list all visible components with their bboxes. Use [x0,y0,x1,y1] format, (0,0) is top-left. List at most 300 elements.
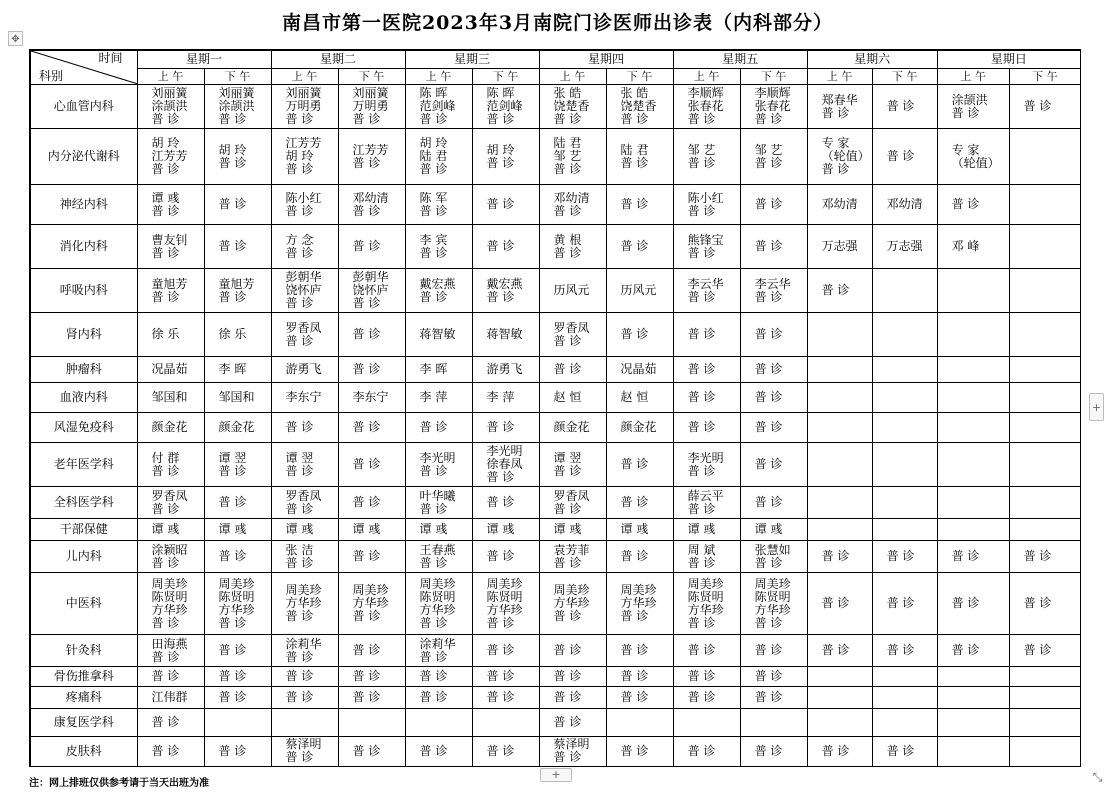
schedule-cell[interactable] [740,413,807,443]
schedule-cell[interactable] [472,185,539,225]
schedule-cell[interactable] [673,313,740,357]
schedule-cell[interactable] [271,413,338,443]
schedule-cell[interactable] [338,687,405,709]
schedule-cell[interactable] [1009,413,1081,443]
schedule-cell[interactable] [1009,357,1081,383]
schedule-cell[interactable] [472,269,539,313]
schedule-cell[interactable] [1009,709,1081,737]
schedule-cell[interactable] [137,413,204,443]
schedule-cell[interactable] [673,737,740,767]
doctor-entry: 涂颉洪 [151,99,188,113]
schedule-cell[interactable] [338,487,405,519]
schedule-cell[interactable] [872,737,937,767]
schedule-cell[interactable] [740,357,807,383]
schedule-cell[interactable] [405,313,472,357]
schedule-cell[interactable] [204,85,271,129]
schedule-cell[interactable] [872,443,937,487]
schedule-cell[interactable] [137,357,204,383]
schedule-cell[interactable] [807,269,872,313]
schedule-cell[interactable] [338,573,405,635]
schedule-cell[interactable] [204,269,271,313]
schedule-cell[interactable] [338,313,405,357]
schedule-cell[interactable] [338,85,405,129]
schedule-cell[interactable] [937,737,1009,767]
schedule-cell[interactable] [338,269,405,313]
page-title: 南昌市第一医院2023年3月南院门诊医师出诊表（内科部分） [281,12,834,34]
schedule-cell[interactable] [606,635,673,667]
schedule-cell[interactable] [338,357,405,383]
schedule-cell[interactable] [271,737,338,767]
schedule-cell[interactable] [204,519,271,541]
schedule-cell[interactable] [807,519,872,541]
schedule-cell[interactable] [740,313,807,357]
schedule-cell[interactable] [673,357,740,383]
schedule-cell[interactable] [1009,687,1081,709]
schedule-cell[interactable] [606,709,673,737]
schedule-cell[interactable] [539,687,606,709]
schedule-cell[interactable] [338,413,405,443]
schedule-cell[interactable] [673,667,740,687]
schedule-cell[interactable] [807,737,872,767]
schedule-cell[interactable] [271,443,338,487]
schedule-cell[interactable] [472,443,539,487]
schedule-cell[interactable] [338,541,405,573]
schedule-cell[interactable] [338,737,405,767]
schedule-cell[interactable] [673,383,740,413]
schedule-cell[interactable] [472,709,539,737]
schedule-cell[interactable] [338,443,405,487]
schedule-cell[interactable] [807,313,872,357]
schedule-cell[interactable] [539,541,606,573]
schedule-cell[interactable] [1009,667,1081,687]
schedule-cell[interactable] [539,635,606,667]
schedule-cell[interactable] [807,635,872,667]
doctor-entry: 曹友钊 [151,232,188,247]
schedule-cell[interactable] [204,667,271,687]
schedule-cell[interactable] [338,185,405,225]
schedule-cell[interactable] [204,185,271,225]
schedule-cell[interactable] [1009,443,1081,487]
department-cell: 肾内科 [30,313,137,357]
schedule-cell[interactable] [472,667,539,687]
schedule-cell[interactable] [539,573,606,635]
doctor-entry: 普 诊 [754,495,783,509]
table-move-handle-icon[interactable]: ✥ [8,31,23,46]
schedule-cell[interactable] [137,635,204,667]
schedule-cell[interactable] [539,737,606,767]
schedule-cell[interactable] [606,737,673,767]
schedule-cell[interactable] [807,225,872,269]
schedule-cell[interactable] [872,185,937,225]
schedule-cell[interactable] [872,357,937,383]
doctor-entry: 普 诊 [419,555,448,570]
schedule-cell[interactable] [606,129,673,185]
schedule-cell[interactable] [673,709,740,737]
schedule-cell[interactable] [807,487,872,519]
schedule-cell[interactable] [472,313,539,357]
resize-corner-icon[interactable]: ⤡ [1092,770,1103,784]
doctor-entry: 普 诊 [486,197,515,211]
schedule-cell[interactable] [807,541,872,573]
schedule-cell[interactable] [937,667,1009,687]
schedule-cell[interactable] [937,225,1009,269]
schedule-cell[interactable] [740,687,807,709]
schedule-cell[interactable] [405,737,472,767]
schedule-cell[interactable] [405,573,472,635]
schedule-cell[interactable] [937,413,1009,443]
schedule-cell[interactable] [204,635,271,667]
doctor-entry: 普 诊 [218,743,247,758]
schedule-cell[interactable] [1009,185,1081,225]
schedule-cell[interactable] [606,519,673,541]
schedule-cell[interactable] [740,225,807,269]
doctor-entry: 颜金花 [620,420,657,434]
schedule-cell[interactable] [1009,225,1081,269]
doctor-entry: 普 诊 [754,555,783,570]
doctor-entry: 普 诊 [419,420,448,434]
schedule-cell[interactable] [137,225,204,269]
schedule-cell[interactable] [937,383,1009,413]
schedule-cell[interactable] [204,313,271,357]
doctor-entry: 普 诊 [553,669,582,683]
schedule-cell[interactable] [872,269,937,313]
schedule-cell[interactable] [472,541,539,573]
schedule-cell[interactable] [673,85,740,129]
doctor-entry: 谭 彧 [218,522,247,536]
doctor-entry: 普 诊 [285,750,314,765]
schedule-cell[interactable] [137,541,204,573]
schedule-cell[interactable] [204,413,271,443]
schedule-cell[interactable] [137,573,204,635]
doctor-entry: 方华珍 [218,602,255,617]
schedule-cell[interactable] [472,487,539,519]
schedule-cell[interactable] [872,487,937,519]
schedule-cell[interactable] [137,383,204,413]
schedule-cell[interactable] [740,573,807,635]
schedule-cell[interactable] [872,225,937,269]
schedule-cell[interactable] [271,85,338,129]
pm-header: 下 午 [338,69,405,85]
schedule-cell[interactable] [606,443,673,487]
schedule-cell[interactable] [673,129,740,185]
schedule-cell[interactable] [937,313,1009,357]
department-cell: 骨伤推拿科 [30,667,137,687]
schedule-cell[interactable] [539,413,606,443]
schedule-cell[interactable] [271,269,338,313]
doctor-entry: 胡 玲 [151,136,180,150]
schedule-cell[interactable] [872,709,937,737]
schedule-cell[interactable] [937,487,1009,519]
schedule-cell[interactable] [606,383,673,413]
schedule-cell[interactable] [673,687,740,709]
schedule-cell[interactable] [740,635,807,667]
schedule-cell[interactable] [472,383,539,413]
schedule-cell[interactable] [539,129,606,185]
doctor-entry: 普 诊 [486,289,515,304]
schedule-cell[interactable] [872,85,937,129]
schedule-cell[interactable] [338,519,405,541]
schedule-cell[interactable] [937,129,1009,185]
schedule-cell[interactable] [740,519,807,541]
schedule-cell[interactable] [137,487,204,519]
schedule-cell[interactable] [937,85,1009,129]
schedule-cell[interactable] [872,573,937,635]
schedule-cell[interactable] [673,541,740,573]
schedule-cell[interactable] [539,667,606,687]
schedule-cell[interactable] [405,129,472,185]
schedule-cell[interactable] [807,413,872,443]
schedule-cell[interactable] [338,709,405,737]
schedule-cell[interactable] [539,519,606,541]
schedule-cell[interactable] [338,635,405,667]
schedule-cell[interactable] [740,667,807,687]
schedule-cell[interactable] [872,519,937,541]
schedule-cell[interactable] [405,383,472,413]
schedule-cell[interactable] [1009,313,1081,357]
schedule-cell[interactable] [137,687,204,709]
schedule-cell[interactable] [673,413,740,443]
schedule-cell[interactable] [271,687,338,709]
schedule-cell[interactable] [673,573,740,635]
schedule-cell[interactable] [937,709,1009,737]
schedule-cell[interactable] [539,313,606,357]
schedule-cell[interactable] [606,487,673,519]
schedule-cell[interactable] [539,357,606,383]
schedule-cell[interactable] [472,85,539,129]
doctor-entry: 普 诊 [553,203,582,218]
schedule-cell[interactable] [673,185,740,225]
am-header: 上 午 [539,69,606,85]
schedule-cell[interactable] [271,635,338,667]
schedule-cell[interactable] [271,225,338,269]
doctor-entry: 普 诊 [821,283,850,297]
schedule-cell[interactable] [606,313,673,357]
schedule-cell[interactable] [606,573,673,635]
schedule-cell[interactable] [673,443,740,487]
schedule-cell[interactable] [740,709,807,737]
schedule-cell[interactable] [807,443,872,487]
schedule-cell[interactable] [405,269,472,313]
schedule-cell[interactable] [937,443,1009,487]
add-row-icon[interactable]: + [540,768,572,782]
schedule-cell[interactable] [137,269,204,313]
schedule-cell[interactable] [472,413,539,443]
schedule-cell[interactable] [673,487,740,519]
schedule-cell[interactable] [137,667,204,687]
schedule-cell[interactable] [807,573,872,635]
department-cell: 肿瘤科 [30,357,137,383]
schedule-cell[interactable] [405,519,472,541]
schedule-cell[interactable] [338,667,405,687]
schedule-cell[interactable] [405,709,472,737]
schedule-cell[interactable] [405,541,472,573]
schedule-cell[interactable] [673,269,740,313]
schedule-cell[interactable] [740,487,807,519]
schedule-cell[interactable] [137,709,204,737]
schedule-cell[interactable] [271,129,338,185]
schedule-cell[interactable] [472,357,539,383]
doctor-entry: 普 诊 [687,112,716,126]
schedule-cell[interactable] [872,635,937,667]
schedule-cell[interactable] [606,667,673,687]
schedule-cell[interactable] [405,185,472,225]
schedule-cell[interactable] [405,443,472,487]
schedule-cell[interactable] [807,129,872,185]
schedule-cell[interactable] [807,709,872,737]
schedule-cell[interactable] [539,709,606,737]
schedule-cell[interactable] [606,541,673,573]
schedule-cell[interactable] [937,269,1009,313]
schedule-cell[interactable] [271,185,338,225]
schedule-cell[interactable] [472,687,539,709]
doctor-entry: 邓幼清 [886,197,923,211]
schedule-cell[interactable] [204,357,271,383]
schedule-cell[interactable] [872,129,937,185]
schedule-cell[interactable] [405,667,472,687]
schedule-cell[interactable] [204,487,271,519]
schedule-cell[interactable] [472,573,539,635]
schedule-cell[interactable] [271,357,338,383]
schedule-cell[interactable] [137,519,204,541]
schedule-cell[interactable] [137,185,204,225]
schedule-cell[interactable] [740,129,807,185]
schedule-cell[interactable] [137,85,204,129]
schedule-cell[interactable] [204,443,271,487]
schedule-cell[interactable] [807,185,872,225]
schedule-cell[interactable] [740,383,807,413]
schedule-cell[interactable] [405,357,472,383]
schedule-cell[interactable] [405,85,472,129]
schedule-cell[interactable] [740,185,807,225]
schedule-cell[interactable] [606,225,673,269]
schedule-cell[interactable] [606,269,673,313]
schedule-cell[interactable] [1009,269,1081,313]
schedule-cell[interactable] [539,487,606,519]
schedule-cell[interactable] [872,383,937,413]
schedule-cell[interactable] [204,737,271,767]
schedule-cell[interactable] [1009,573,1081,635]
schedule-cell[interactable] [807,383,872,413]
schedule-cell[interactable] [606,185,673,225]
schedule-cell[interactable] [271,313,338,357]
schedule-cell[interactable] [271,487,338,519]
schedule-cell[interactable] [872,687,937,709]
schedule-cell[interactable] [740,85,807,129]
schedule-cell[interactable] [204,129,271,185]
schedule-cell[interactable] [872,667,937,687]
schedule-cell[interactable] [673,519,740,541]
schedule-cell[interactable] [1009,487,1081,519]
schedule-cell[interactable] [472,519,539,541]
schedule-cell[interactable] [740,443,807,487]
schedule-cell[interactable] [740,541,807,573]
schedule-cell[interactable] [137,129,204,185]
schedule-cell[interactable] [338,225,405,269]
schedule-cell[interactable] [271,709,338,737]
schedule-cell[interactable] [539,185,606,225]
schedule-cell[interactable] [937,687,1009,709]
schedule-cell[interactable] [405,635,472,667]
schedule-cell[interactable] [872,541,937,573]
schedule-cell[interactable] [405,413,472,443]
schedule-cell[interactable] [405,687,472,709]
schedule-cell[interactable] [673,635,740,667]
add-column-icon[interactable]: + [1089,393,1104,421]
schedule-cell[interactable] [1009,541,1081,573]
schedule-cell[interactable] [539,225,606,269]
doctor-entry: 罗香凤 [553,488,590,503]
doctor-entry: 普 诊 [352,203,381,218]
day-header-thu: 星期四 [539,50,673,69]
schedule-cell[interactable] [271,667,338,687]
schedule-cell[interactable] [137,313,204,357]
schedule-cell[interactable] [1009,737,1081,767]
schedule-cell[interactable] [1009,635,1081,667]
schedule-cell[interactable] [271,519,338,541]
schedule-cell[interactable] [271,541,338,573]
schedule-cell[interactable] [1009,129,1081,185]
schedule-cell[interactable] [539,383,606,413]
schedule-cell[interactable] [472,225,539,269]
schedule-cell[interactable] [271,383,338,413]
schedule-cell[interactable] [204,225,271,269]
schedule-cell[interactable] [807,85,872,129]
schedule-cell[interactable] [937,541,1009,573]
schedule-cell[interactable] [807,687,872,709]
schedule-cell[interactable] [606,357,673,383]
schedule-cell[interactable] [807,357,872,383]
schedule-cell[interactable] [937,185,1009,225]
schedule-cell[interactable] [1009,519,1081,541]
schedule-cell[interactable] [472,635,539,667]
schedule-cell[interactable] [606,85,673,129]
schedule-cell[interactable] [539,443,606,487]
schedule-cell[interactable] [606,413,673,443]
schedule-cell[interactable] [204,687,271,709]
schedule-cell[interactable] [137,737,204,767]
schedule-cell[interactable] [204,573,271,635]
schedule-cell[interactable] [937,573,1009,635]
schedule-cell[interactable] [271,573,338,635]
schedule-cell[interactable] [405,225,472,269]
schedule-cell[interactable] [539,269,606,313]
schedule-cell[interactable] [872,413,937,443]
schedule-cell[interactable] [137,443,204,487]
schedule-cell[interactable] [472,737,539,767]
schedule-cell[interactable] [204,383,271,413]
schedule-cell[interactable] [204,709,271,737]
schedule-cell[interactable] [539,85,606,129]
schedule-cell[interactable] [405,487,472,519]
schedule-cell[interactable] [673,225,740,269]
schedule-cell[interactable] [740,269,807,313]
schedule-cell[interactable] [1009,383,1081,413]
schedule-cell[interactable] [807,667,872,687]
schedule-cell[interactable] [338,383,405,413]
schedule-cell[interactable] [872,313,937,357]
schedule-cell[interactable] [937,357,1009,383]
schedule-cell[interactable] [472,129,539,185]
doctor-entry: 方华珍 [486,602,523,617]
schedule-cell[interactable] [338,129,405,185]
doctor-entry: 普 诊 [754,327,783,341]
schedule-cell[interactable] [204,541,271,573]
schedule-cell[interactable] [1009,85,1081,129]
schedule-cell[interactable] [937,519,1009,541]
schedule-cell[interactable] [740,737,807,767]
schedule-cell[interactable] [937,635,1009,667]
schedule-cell[interactable] [606,687,673,709]
